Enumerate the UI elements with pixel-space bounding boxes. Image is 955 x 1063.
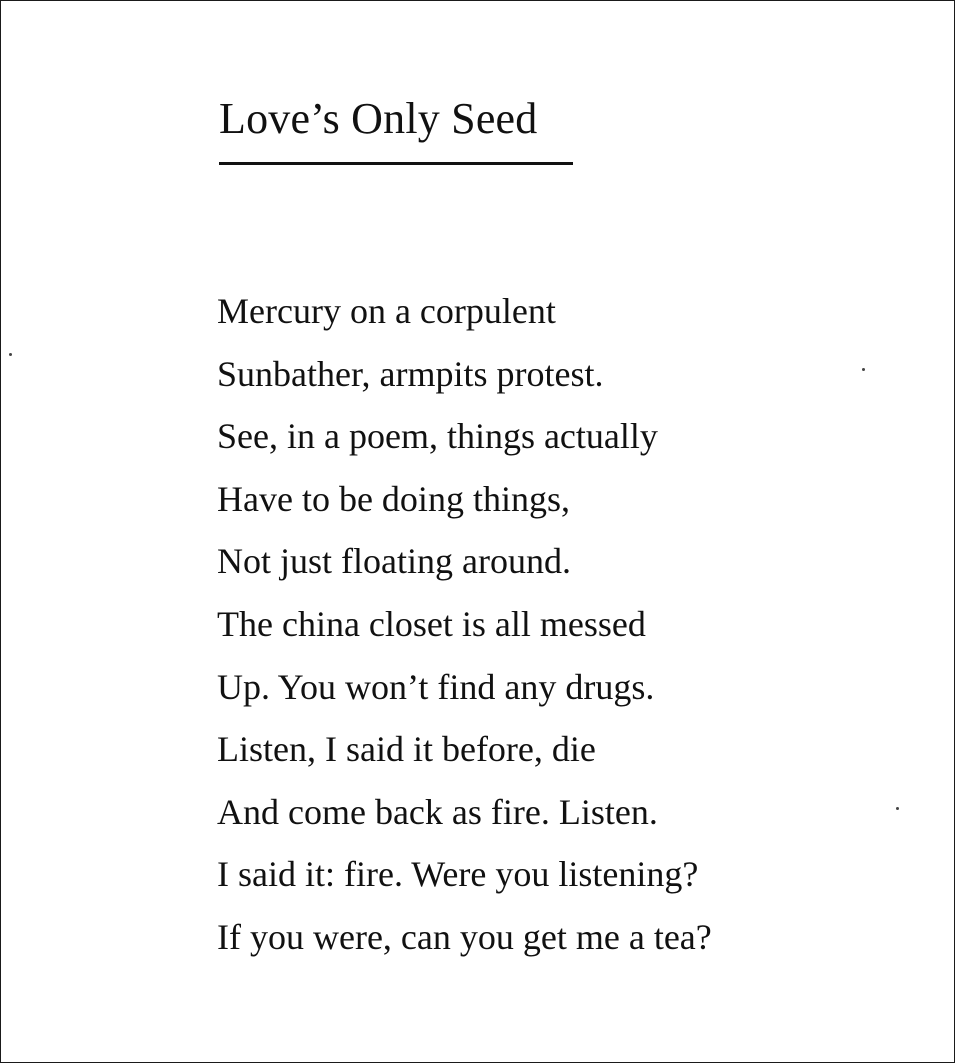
poem-line: The china closet is all messed [217,603,646,644]
poem-line: Listen, I said it before, die [217,729,596,770]
poem-line: Have to be doing things, [217,478,570,519]
title-underline [219,162,573,165]
poem-body [217,280,712,969]
poem-title: Love’s Only Seed [219,94,538,143]
scan-speck [862,368,865,371]
poem-line: Not just floating around. [217,541,571,582]
poem-line: Sunbather, armpits protest. [217,353,604,394]
poem-line: I said it: fire. Were you listening? [217,854,699,895]
poem-line: If you were, can you get me a tea? [217,916,712,957]
poem-line: Mercury on a corpulent [217,291,556,331]
poem-line: And come back as fire. Listen. [217,791,658,832]
poem-line: Up. You won’t find any drugs. [217,666,655,707]
scan-speck [896,807,899,810]
poem-line: See, in a poem, things actually [217,416,658,457]
scan-speck [9,353,12,356]
